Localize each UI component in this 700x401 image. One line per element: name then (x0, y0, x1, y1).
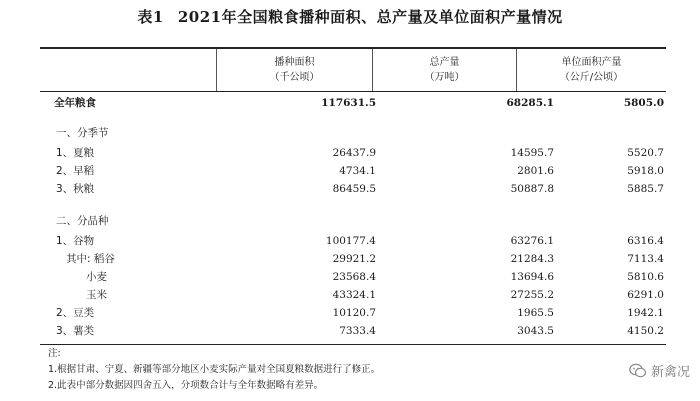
top-rule (40, 47, 666, 49)
column-header-yield (517, 55, 666, 85)
cell-yield: 6316.4 (627, 235, 664, 247)
cell-output: 13694.6 (510, 271, 554, 283)
cell-yield: 7113.4 (627, 253, 664, 265)
cell-yield: 6291.0 (627, 289, 664, 301)
cell-output: 68285.1 (506, 97, 554, 109)
bottom-rule (40, 344, 666, 345)
table-row (40, 145, 666, 161)
cell-area: 86459.5 (332, 183, 376, 195)
cell-area: 100177.4 (325, 235, 376, 247)
table-row (40, 287, 666, 303)
cell-area: 23568.4 (332, 271, 376, 283)
cell-area: 29921.2 (332, 253, 376, 265)
cell-yield: 5805.0 (623, 97, 664, 109)
row-label: 3、秋粮 (56, 183, 95, 195)
row-label: 其中: 稻谷 (56, 253, 115, 265)
section-heading (40, 213, 666, 229)
cell-output: 3043.5 (517, 325, 554, 337)
column-header-name: 播种面积 (274, 57, 315, 68)
table-row (40, 305, 666, 321)
table-row (40, 163, 666, 179)
note-item: 2.此表中部分数据因四舍五入，分项数合计与全年数据略有差异。 (48, 380, 324, 391)
cell-output: 1965.5 (517, 307, 554, 319)
row-label: 玉米 (56, 289, 108, 301)
cell-yield: 5918.0 (627, 165, 664, 177)
column-header-unit: （万吨） (424, 72, 465, 83)
cell-output: 21284.3 (510, 253, 554, 265)
cell-yield: 4150.2 (627, 325, 664, 337)
column-header-area (217, 55, 372, 85)
watermark-text: 新禽况 (650, 365, 690, 380)
row-label: 二、分品种 (56, 215, 109, 227)
column-header-unit: （公斤/公顷） (559, 72, 624, 83)
row-label: 2、早稻 (56, 165, 95, 177)
cell-yield: 5520.7 (627, 147, 664, 159)
cell-yield: 1942.1 (627, 307, 664, 319)
cell-yield: 5810.6 (627, 271, 664, 283)
wechat-icon (629, 363, 647, 379)
cell-output: 2801.6 (517, 165, 554, 177)
notes-heading: 注: (48, 348, 61, 359)
row-label: 2、豆类 (56, 307, 95, 319)
column-header-unit: （千公顷） (269, 72, 320, 83)
row-label: 一、分季节 (56, 127, 109, 139)
table-title-text: 2021年全国粮食播种面积、总产量及单位面积产量情况 (177, 8, 563, 26)
cell-area: 4734.1 (339, 165, 376, 177)
row-label: 全年粮食 (54, 97, 96, 109)
column-header-name: 单位面积产量 (561, 57, 622, 68)
cell-area: 117631.5 (321, 97, 376, 109)
cell-area: 10120.7 (332, 307, 376, 319)
note-item: 1.根据甘肃、宁夏、新疆等部分地区小麦实际产量对全国夏粮数据进行了修正。 (48, 364, 381, 375)
table-row (40, 233, 666, 249)
row-label: 1、谷物 (56, 235, 95, 247)
row-label: 3、薯类 (56, 325, 95, 337)
section-heading (40, 125, 666, 141)
column-header-name: 总产量 (429, 57, 460, 68)
table-number: 表1 (137, 8, 164, 26)
header-rule (40, 91, 666, 92)
cell-output: 27255.2 (510, 289, 554, 301)
watermark (629, 361, 690, 380)
table-row (40, 181, 666, 197)
cell-area: 43324.1 (332, 289, 376, 301)
cell-output: 50887.8 (510, 183, 554, 195)
cell-area: 7333.4 (339, 325, 376, 337)
table-title (0, 6, 700, 27)
table-row (40, 323, 666, 339)
table-row (40, 251, 666, 267)
row-label: 小麦 (56, 271, 108, 283)
table-row (40, 269, 666, 285)
cell-output: 63276.1 (510, 235, 554, 247)
cell-output: 14595.7 (510, 147, 554, 159)
table-row-total (40, 95, 666, 111)
cell-area: 26437.9 (332, 147, 376, 159)
table-notes (48, 346, 380, 394)
row-label: 1、夏粮 (56, 147, 95, 159)
column-header-output (373, 55, 516, 85)
cell-yield: 5885.7 (627, 183, 664, 195)
